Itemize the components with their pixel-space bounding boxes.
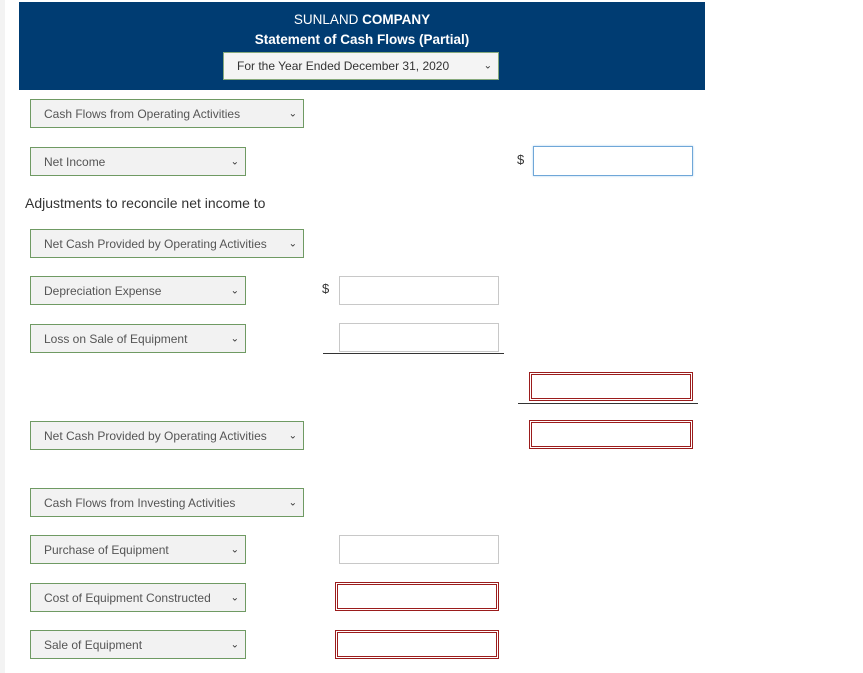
- purchase-equipment-select[interactable]: [30, 535, 246, 564]
- operating-section-label: Cash Flows from Operating Activities: [44, 106, 241, 121]
- operating-section-select[interactable]: [30, 99, 304, 128]
- sale-equipment-select[interactable]: [30, 630, 246, 659]
- cost-constructed-select[interactable]: [30, 583, 246, 612]
- dollar-sign: $: [517, 152, 525, 167]
- subtotal-underline: [323, 353, 504, 354]
- purchase-equipment-label: Purchase of Equipment: [44, 542, 169, 557]
- chevron-down-icon: ⌄: [288, 430, 297, 441]
- chevron-down-icon: ⌄: [230, 544, 239, 555]
- cost-constructed-label: Cost of Equipment Constructed: [44, 590, 211, 605]
- company-name: [19, 12, 705, 27]
- chevron-down-icon: ⌄: [288, 497, 297, 508]
- net-income-select[interactable]: [30, 147, 246, 176]
- statement-header: [19, 2, 705, 90]
- net-cash-operating-select-2[interactable]: [30, 421, 304, 450]
- dollar-sign: $: [322, 281, 330, 296]
- loss-on-sale-label: Loss on Sale of Equipment: [44, 331, 188, 346]
- chevron-down-icon: ⌄: [483, 60, 492, 72]
- investing-section-select[interactable]: [30, 488, 304, 517]
- net-cash-operating-label-1: Net Cash Provided by Operating Activities: [44, 236, 267, 251]
- net-income-label: Net Income: [44, 154, 106, 169]
- net-cash-operating-label-2: Net Cash Provided by Operating Activities: [44, 428, 267, 443]
- chevron-down-icon: ⌄: [230, 285, 239, 296]
- net-cash-operating-amount-input[interactable]: [529, 420, 693, 449]
- adjustments-total-input[interactable]: [529, 372, 693, 401]
- chevron-down-icon: ⌄: [230, 333, 239, 344]
- cost-constructed-amount-input[interactable]: [335, 582, 499, 611]
- sale-equipment-label: Sale of Equipment: [44, 637, 143, 652]
- chevron-down-icon: ⌄: [230, 592, 239, 603]
- company-name-plain: SUNLAND: [293, 12, 359, 27]
- sale-equipment-amount-input[interactable]: [335, 630, 499, 659]
- period-select[interactable]: [223, 52, 499, 80]
- depreciation-amount-input[interactable]: [339, 276, 499, 305]
- net-cash-operating-select-1[interactable]: [30, 229, 304, 258]
- adjustments-text: Adjustments to reconcile net income to: [25, 195, 266, 211]
- statement-title: Statement of Cash Flows (Partial): [254, 32, 470, 47]
- left-edge-strip: [0, 0, 5, 673]
- loss-on-sale-select[interactable]: [30, 324, 246, 353]
- purchase-equipment-amount-input[interactable]: [339, 535, 499, 564]
- chevron-down-icon: ⌄: [230, 156, 239, 167]
- company-name-bold: COMPANY: [362, 12, 431, 27]
- loss-on-sale-amount-input[interactable]: [339, 323, 499, 352]
- investing-section-label: Cash Flows from Investing Activities: [44, 495, 236, 510]
- period-select-label: For the Year Ended December 31, 2020: [237, 59, 450, 73]
- total-underline: [518, 403, 698, 404]
- depreciation-select[interactable]: [30, 276, 246, 305]
- chevron-down-icon: ⌄: [288, 238, 297, 249]
- chevron-down-icon: ⌄: [288, 108, 297, 119]
- net-income-amount-input[interactable]: [533, 146, 693, 176]
- depreciation-label: Depreciation Expense: [44, 283, 162, 298]
- chevron-down-icon: ⌄: [230, 639, 239, 650]
